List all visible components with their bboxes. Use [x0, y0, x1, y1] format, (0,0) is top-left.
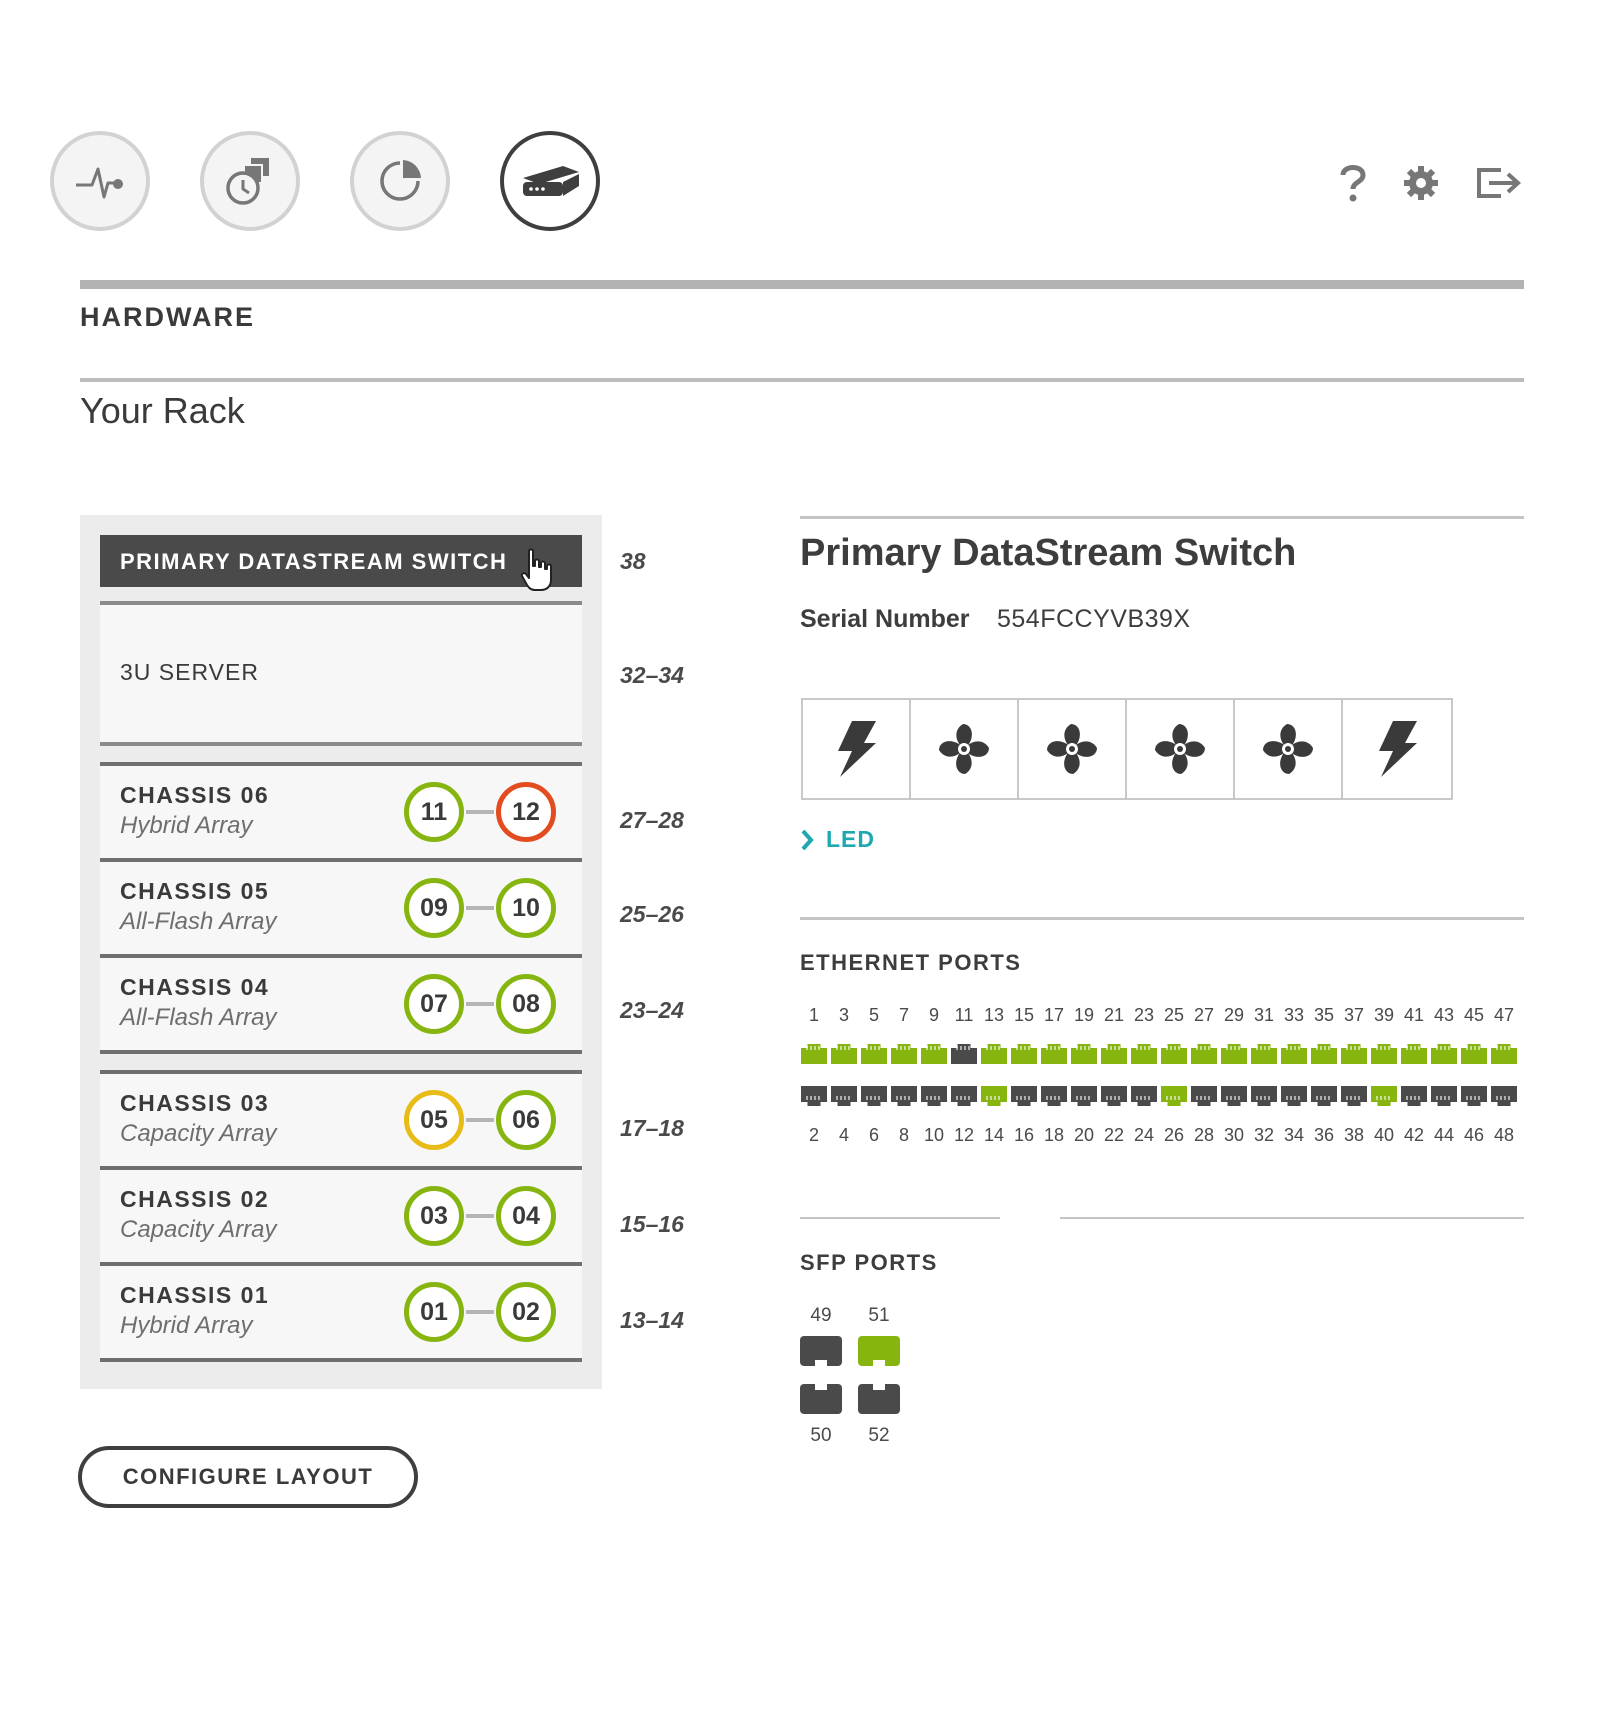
chassis-title: CHASSIS 05 — [120, 878, 270, 904]
ethernet-ports-heading: ETHERNET PORTS — [800, 950, 1022, 975]
ethernet-port-number: 31 — [1253, 1005, 1275, 1025]
rack-switch-primary[interactable] — [100, 535, 582, 587]
ethernet-port-36[interactable] — [1311, 1086, 1337, 1106]
header-divider — [80, 280, 1524, 289]
nav-capacity-button[interactable] — [350, 131, 450, 231]
ethernet-port-number: 36 — [1313, 1125, 1335, 1145]
ethernet-port-14[interactable] — [981, 1086, 1007, 1106]
ethernet-port-number: 11 — [954, 1005, 974, 1025]
ethernet-port-number: 35 — [1313, 1005, 1335, 1025]
unit-range-chassis-04: 23–24 — [620, 997, 684, 1023]
ethernet-port-number: 24 — [1133, 1125, 1155, 1145]
ethernet-port-22[interactable] — [1101, 1086, 1127, 1106]
node-status-12[interactable]: 12 — [496, 782, 556, 842]
ethernet-port-number: 19 — [1073, 1005, 1095, 1025]
sfp-port-number: 51 — [868, 1305, 890, 1326]
ethernet-port-10[interactable] — [921, 1086, 947, 1106]
ethernet-port-number: 25 — [1163, 1005, 1185, 1025]
ethernet-port-number: 38 — [1343, 1125, 1365, 1145]
ethernet-port-number: 9 — [928, 1005, 939, 1025]
ethernet-port-4[interactable] — [831, 1086, 857, 1106]
clock-stack-icon — [221, 152, 279, 210]
ethernet-port-18[interactable] — [1041, 1086, 1067, 1106]
node-status-11[interactable]: 11 — [404, 782, 464, 842]
sfp-port-49[interactable] — [800, 1336, 842, 1366]
node-status-02[interactable]: 02 — [496, 1282, 556, 1342]
ethernet-port-number: 8 — [898, 1125, 909, 1145]
title-divider — [80, 378, 1524, 382]
fan-4[interactable] — [1235, 700, 1343, 798]
ethernet-port-number: 3 — [838, 1005, 849, 1025]
ethernet-port-number: 1 — [808, 1005, 819, 1025]
node-connector — [466, 906, 494, 910]
ethernet-port-number: 16 — [1013, 1125, 1035, 1145]
ethernet-port-1[interactable] — [801, 1044, 827, 1064]
ethernet-port-12[interactable] — [951, 1086, 977, 1106]
ethernet-port-number: 32 — [1253, 1125, 1275, 1145]
chassis-subtitle: Hybrid Array — [120, 812, 253, 839]
ethernet-port-number: 47 — [1493, 1005, 1515, 1025]
power-supply-2[interactable] — [1343, 700, 1451, 798]
hardware-device-icon — [517, 156, 583, 206]
pointer-cursor-icon — [520, 548, 554, 592]
sfp-divider-left — [800, 1217, 1000, 1219]
unit-range-chassis-01: 13–14 — [620, 1307, 684, 1333]
unit-range-switch: 38 — [620, 548, 646, 574]
ethernet-port-3[interactable] — [831, 1044, 857, 1064]
ports-divider — [800, 917, 1524, 920]
ethernet-port-33[interactable] — [1281, 1044, 1307, 1064]
ethernet-port-31[interactable] — [1251, 1044, 1277, 1064]
ethernet-port-35[interactable] — [1311, 1044, 1337, 1064]
ethernet-port-number: 45 — [1463, 1005, 1485, 1025]
ethernet-port-28[interactable] — [1191, 1086, 1217, 1106]
fan-1[interactable] — [911, 700, 1019, 798]
chevron-right-icon — [800, 828, 814, 852]
ethernet-port-number: 29 — [1223, 1005, 1245, 1025]
ethernet-port-2[interactable] — [801, 1086, 827, 1106]
ethernet-port-26[interactable] — [1161, 1086, 1187, 1106]
help-icon[interactable] — [1330, 160, 1376, 206]
ethernet-port-number: 7 — [898, 1005, 909, 1025]
chassis-subtitle: All-Flash Array — [120, 908, 277, 935]
ethernet-port-number: 28 — [1193, 1125, 1215, 1145]
ethernet-port-27[interactable] — [1191, 1044, 1217, 1064]
switch-label: PRIMARY DATASTREAM SWITCH — [120, 549, 508, 574]
detail-title: Primary DataStream Switch — [800, 532, 1297, 574]
ethernet-port-23[interactable] — [1131, 1044, 1157, 1064]
fan-icon — [935, 720, 993, 778]
ethernet-port-number: 26 — [1163, 1125, 1185, 1145]
rack-diagram — [80, 515, 602, 1389]
ethernet-port-number: 30 — [1223, 1125, 1245, 1145]
ethernet-port-29[interactable] — [1221, 1044, 1247, 1064]
ethernet-port-number: 17 — [1043, 1005, 1065, 1025]
ethernet-port-47[interactable] — [1491, 1044, 1517, 1064]
ethernet-port-34[interactable] — [1281, 1086, 1307, 1106]
ethernet-port-number: 46 — [1463, 1125, 1485, 1145]
ethernet-port-number: 13 — [983, 1005, 1005, 1025]
ethernet-port-number: 14 — [983, 1125, 1005, 1145]
node-status-04[interactable]: 04 — [496, 1186, 556, 1246]
server-label: 3U SERVER — [120, 659, 259, 685]
ethernet-port-38[interactable] — [1341, 1086, 1367, 1106]
ethernet-port-32[interactable] — [1251, 1086, 1277, 1106]
node-status-08[interactable]: 08 — [496, 974, 556, 1034]
rack-chassis-03[interactable] — [100, 1070, 582, 1166]
node-status-05[interactable]: 05 — [404, 1090, 464, 1150]
chassis-subtitle: Hybrid Array — [120, 1312, 253, 1339]
unit-range-chassis-02: 15–16 — [620, 1211, 684, 1237]
chassis-subtitle: Capacity Array — [120, 1120, 277, 1147]
ethernet-port-11[interactable] — [951, 1044, 977, 1064]
pulse-icon — [72, 153, 128, 209]
ethernet-port-number: 4 — [838, 1125, 849, 1145]
fan-icon — [1259, 720, 1317, 778]
ethernet-port-number: 15 — [1013, 1005, 1035, 1025]
node-connector — [466, 1118, 494, 1122]
ethernet-port-number: 6 — [868, 1125, 879, 1145]
rack-chassis-02[interactable] — [100, 1166, 582, 1262]
ethernet-port-number: 2 — [808, 1125, 819, 1145]
configure-layout-button[interactable]: CONFIGURE LAYOUT — [78, 1446, 418, 1508]
sfp-port-number: 52 — [868, 1425, 890, 1446]
page-title: Your Rack — [80, 390, 245, 431]
ethernet-port-16[interactable] — [1011, 1086, 1037, 1106]
ethernet-port-44[interactable] — [1431, 1086, 1457, 1106]
power-icon — [834, 719, 878, 779]
sfp-port-50[interactable] — [800, 1384, 842, 1414]
logout-icon[interactable] — [1472, 160, 1526, 206]
fan-icon — [1151, 720, 1209, 778]
ethernet-port-5[interactable] — [861, 1044, 887, 1064]
fan-2[interactable] — [1019, 700, 1127, 798]
node-connector — [466, 1310, 494, 1314]
nav-activity-button[interactable] — [50, 131, 150, 231]
chassis-title: CHASSIS 06 — [120, 782, 270, 808]
node-status-06[interactable]: 06 — [496, 1090, 556, 1150]
ethernet-port-39[interactable] — [1371, 1044, 1397, 1064]
pie-chart-icon — [372, 153, 428, 209]
sfp-port-51[interactable] — [858, 1336, 900, 1366]
fan-3[interactable] — [1127, 700, 1235, 798]
section-title: HARDWARE — [80, 302, 255, 332]
ethernet-port-37[interactable] — [1341, 1044, 1367, 1064]
ethernet-port-number: 42 — [1403, 1125, 1425, 1145]
ethernet-port-number: 12 — [953, 1125, 975, 1145]
ethernet-port-number: 20 — [1073, 1125, 1095, 1145]
settings-gear-icon[interactable] — [1398, 160, 1444, 206]
ethernet-port-42[interactable] — [1401, 1086, 1427, 1106]
power-supply-1[interactable] — [803, 700, 911, 798]
sfp-port-number: 49 — [810, 1305, 832, 1326]
ethernet-port-number: 10 — [923, 1125, 945, 1145]
led-toggle[interactable] — [800, 826, 875, 853]
ethernet-port-15[interactable] — [1011, 1044, 1037, 1064]
rack-chassis-06[interactable] — [100, 762, 582, 858]
ethernet-port-number: 40 — [1373, 1125, 1395, 1145]
ethernet-port-number: 44 — [1433, 1125, 1455, 1145]
rack-chassis-01[interactable] — [100, 1262, 582, 1362]
ethernet-port-number: 37 — [1343, 1005, 1365, 1025]
ethernet-port-7[interactable] — [891, 1044, 917, 1064]
ethernet-port-17[interactable] — [1041, 1044, 1067, 1064]
node-status-07[interactable]: 07 — [404, 974, 464, 1034]
ethernet-port-24[interactable] — [1131, 1086, 1157, 1106]
ethernet-port-number: 33 — [1283, 1005, 1305, 1025]
ethernet-port-number: 48 — [1493, 1125, 1515, 1145]
nav-history-button[interactable] — [200, 131, 300, 231]
serial-number-label: Serial Number — [800, 605, 970, 633]
ethernet-port-number: 43 — [1433, 1005, 1455, 1025]
serial-number-value: 554FCCYVB39X — [997, 605, 1191, 633]
rack-server-3u[interactable] — [100, 601, 582, 746]
fan-icon — [1043, 720, 1101, 778]
ethernet-port-13[interactable] — [981, 1044, 1007, 1064]
sfp-ports-heading: SFP PORTS — [800, 1250, 938, 1275]
unit-range-chassis-03: 17–18 — [620, 1115, 684, 1141]
node-connector — [466, 810, 494, 814]
ethernet-port-25[interactable] — [1161, 1044, 1187, 1064]
ethernet-port-6[interactable] — [861, 1086, 887, 1106]
ethernet-port-46[interactable] — [1461, 1086, 1487, 1106]
ethernet-port-8[interactable] — [891, 1086, 917, 1106]
ethernet-port-45[interactable] — [1461, 1044, 1487, 1064]
chassis-title: CHASSIS 02 — [120, 1186, 270, 1212]
node-connector — [466, 1002, 494, 1006]
rack-chassis-05[interactable] — [100, 858, 582, 954]
chassis-title: CHASSIS 04 — [120, 974, 270, 1000]
node-status-03[interactable]: 03 — [404, 1186, 464, 1246]
ethernet-port-number: 21 — [1103, 1005, 1125, 1025]
power-icon — [1375, 719, 1419, 779]
chassis-title: CHASSIS 01 — [120, 1282, 270, 1308]
ethernet-port-number: 23 — [1133, 1005, 1155, 1025]
component-status-strip — [801, 698, 1453, 800]
ethernet-port-number: 22 — [1103, 1125, 1125, 1145]
chassis-title: CHASSIS 03 — [120, 1090, 270, 1116]
sfp-divider-right — [1060, 1217, 1524, 1219]
nav-hardware-button[interactable] — [500, 131, 600, 231]
ethernet-port-number: 18 — [1043, 1125, 1065, 1145]
node-connector — [466, 1214, 494, 1218]
node-status-10[interactable]: 10 — [496, 878, 556, 938]
ethernet-port-40[interactable] — [1371, 1086, 1397, 1106]
node-status-09[interactable]: 09 — [404, 878, 464, 938]
unit-range-server: 32–34 — [620, 662, 684, 688]
chassis-subtitle: Capacity Array — [120, 1216, 277, 1243]
ethernet-port-21[interactable] — [1101, 1044, 1127, 1064]
sfp-port-number: 50 — [810, 1425, 832, 1446]
unit-range-chassis-05: 25–26 — [620, 901, 684, 927]
ethernet-port-19[interactable] — [1071, 1044, 1097, 1064]
ethernet-port-number: 5 — [868, 1005, 879, 1025]
rack-chassis-04[interactable] — [100, 954, 582, 1054]
ethernet-port-number: 27 — [1193, 1005, 1215, 1025]
detail-top-divider — [800, 516, 1524, 519]
ethernet-port-number: 41 — [1403, 1005, 1425, 1025]
ethernet-port-48[interactable] — [1491, 1086, 1517, 1106]
ethernet-port-30[interactable] — [1221, 1086, 1247, 1106]
node-status-01[interactable]: 01 — [404, 1282, 464, 1342]
ethernet-port-number: 39 — [1373, 1005, 1395, 1025]
chassis-subtitle: All-Flash Array — [120, 1004, 277, 1031]
ethernet-port-20[interactable] — [1071, 1086, 1097, 1106]
unit-range-chassis-06: 27–28 — [620, 807, 684, 833]
led-label: LED — [826, 826, 875, 852]
ethernet-port-number: 34 — [1283, 1125, 1305, 1145]
ethernet-port-9[interactable] — [921, 1044, 947, 1064]
sfp-port-52[interactable] — [858, 1384, 900, 1414]
ethernet-port-41[interactable] — [1401, 1044, 1427, 1064]
ethernet-port-43[interactable] — [1431, 1044, 1457, 1064]
